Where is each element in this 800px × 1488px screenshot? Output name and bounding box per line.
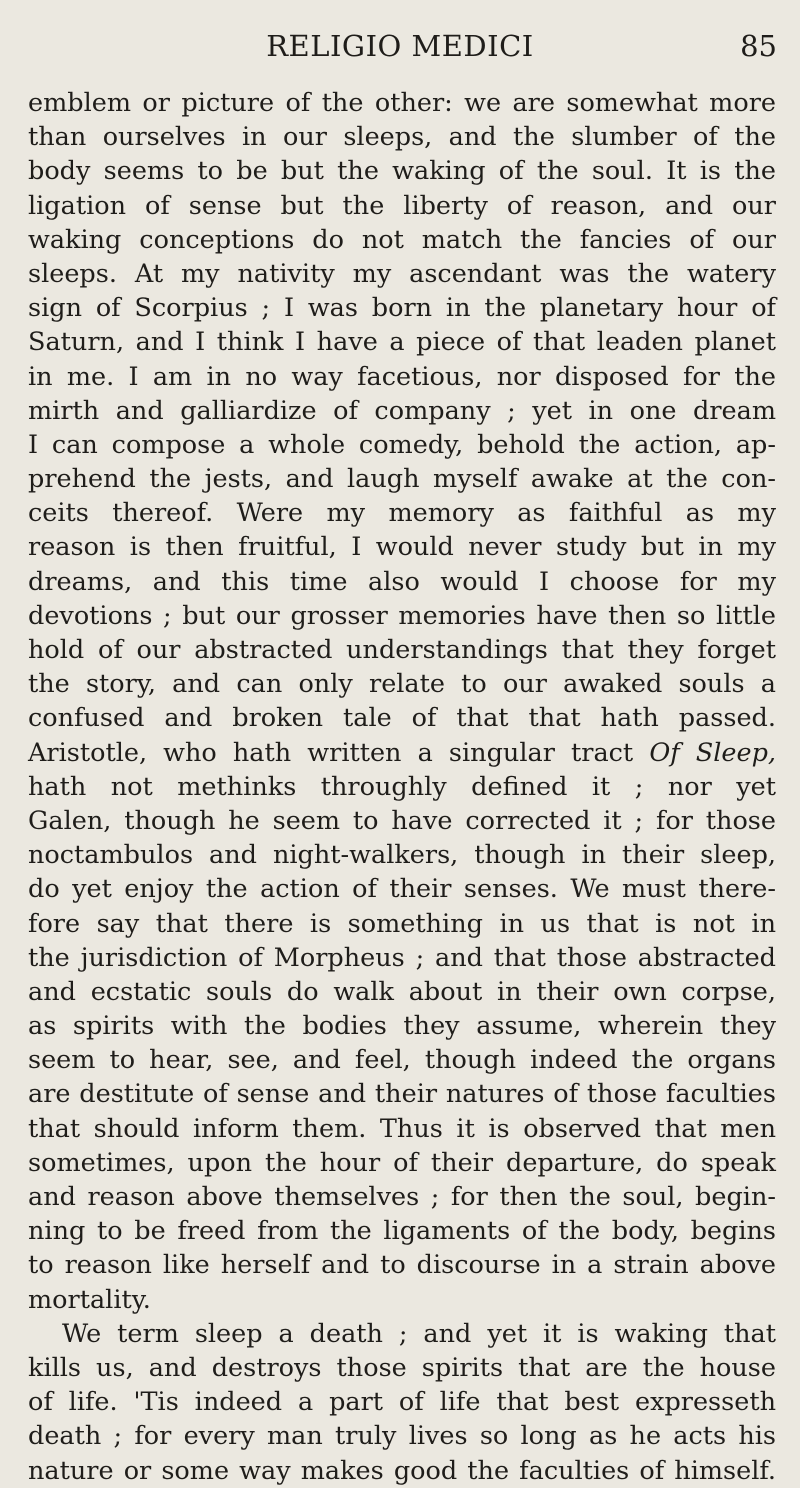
text-line: fore say that there is something in us that is not in <box>28 908 776 939</box>
page-header <box>0 26 800 66</box>
line-text: Aristotle, who hath written a singular tract <box>28 737 634 768</box>
text-line: mirth and galliardize of company ; yet in one dream <box>28 395 776 426</box>
text-line <box>28 736 776 770</box>
text-line: sleeps. At my nativity my ascendant was the watery <box>28 258 776 289</box>
body-text <box>28 86 776 1488</box>
text-line: prehend the jests, and laugh myself awake at the con- <box>28 464 776 495</box>
text-line: Saturn, and I think I have a piece of that leaden planet <box>28 327 776 358</box>
running-title: RELIGIO MEDICI <box>266 29 534 63</box>
text-line: We term sleep a death ; and yet it is waking that <box>62 1318 776 1349</box>
text-line: death ; for every man truly lives so long as he acts his <box>28 1421 776 1452</box>
text-line: reason is then fruitful, I would never study but in my <box>28 532 776 563</box>
text-line: the story, and can only relate to our awaked souls a <box>28 669 776 700</box>
text-line: as spirits with the bodies they assume, wherein they <box>28 1011 776 1042</box>
text-line: of life. 'Tis indeed a part of life that best expresseth <box>28 1387 776 1418</box>
text-line: nature or some way makes good the faculties of himself. <box>28 1455 776 1486</box>
text-line: kills us, and destroys those spirits that are the house <box>28 1352 776 1383</box>
text-line: that should inform them. Thus it is observed that men <box>28 1113 776 1144</box>
text-line: hold of our abstracted understandings that they forget <box>28 635 776 665</box>
text-line: do yet enjoy the action of their senses. We must there- <box>28 874 776 905</box>
text-line: and reason above themselves ; for then the soul, begin- <box>28 1182 776 1212</box>
text-line: and ecstatic souls do walk about in their own corpse, <box>28 976 776 1007</box>
text-line: Galen, though he seem to have corrected it ; for those <box>28 805 776 836</box>
text-line: I can compose a whole comedy, behold the action, ap- <box>28 429 776 460</box>
text-line: ceits thereof. Were my memory as faithful as my <box>28 498 776 529</box>
text-line: sometimes, upon the hour of their departure, do speak <box>28 1147 776 1178</box>
text-line: ligation of sense but the liberty of reason, and our <box>28 190 776 221</box>
italic-title: Of Sleep, <box>649 737 777 768</box>
text-line: dreams, and this time also would I choose for my <box>28 566 776 597</box>
text-line: than ourselves in our sleeps, and the slumber of the <box>28 122 776 153</box>
text-line: devotions ; but our grosser memories have then so little <box>28 600 776 631</box>
text-line: noctambulos and night-walkers, though in their sleep, <box>28 840 776 871</box>
text-line: confused and broken tale of that that hath passed. <box>28 703 776 734</box>
text-line: hath not methinks throughly defined it ; nor yet <box>28 771 776 802</box>
text-line: in me. I am in no way facetious, nor disposed for the <box>28 361 776 392</box>
text-line: body seems to be but the waking of the soul. It is the <box>28 156 776 187</box>
text-line: seem to hear, see, and feel, though indeed the organs <box>28 1045 776 1076</box>
text-line: waking conceptions do not match the fancies of our <box>28 224 776 255</box>
text-line: to reason like herself and to discourse in a strain above <box>28 1250 776 1281</box>
page-number: 85 <box>740 29 777 63</box>
text-line: emblem or picture of the other: we are somewhat more <box>28 88 776 118</box>
text-line: sign of Scorpius ; I was born in the planetary hour of <box>28 293 776 324</box>
text-line: the jurisdiction of Morpheus ; and that those abstracted <box>28 942 776 973</box>
text-line: mortality. <box>28 1284 151 1315</box>
text-line: are destitute of sense and their natures of those faculties <box>28 1079 776 1110</box>
text-line: ning to be freed from the ligaments of the body, begins <box>28 1216 776 1247</box>
